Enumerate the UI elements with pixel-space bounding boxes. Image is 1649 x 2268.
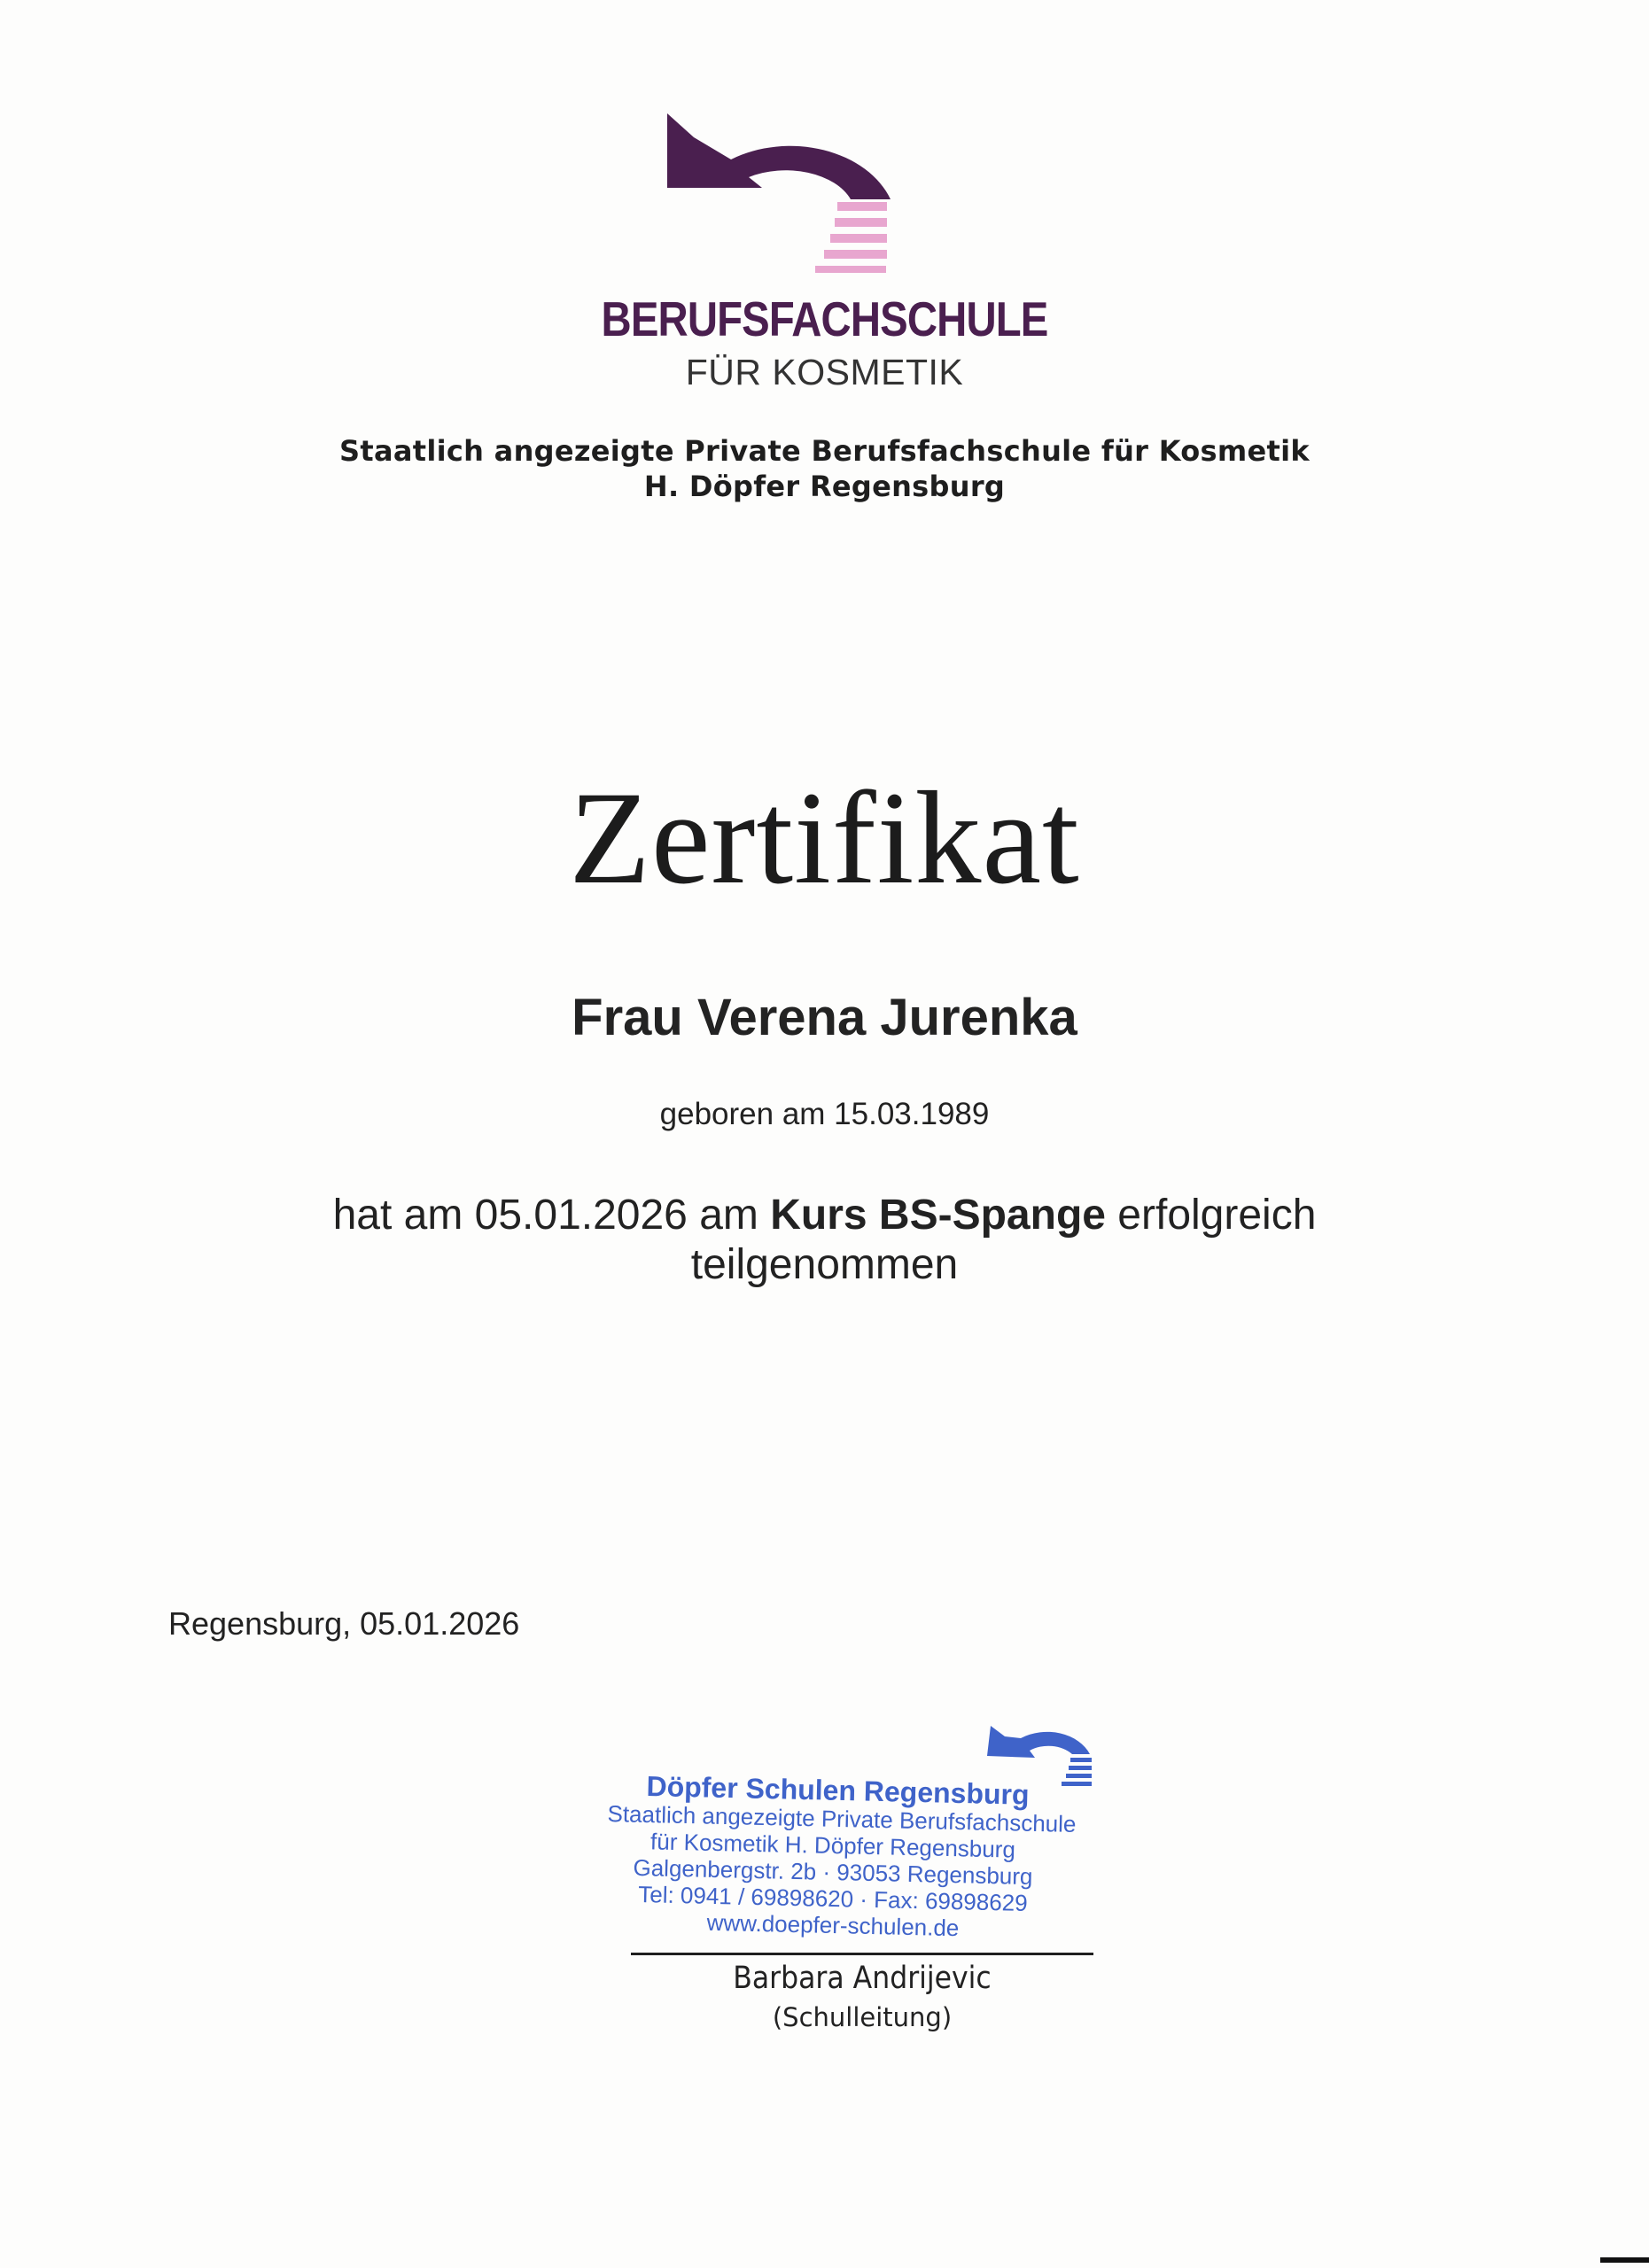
scan-edge-mark — [1600, 2257, 1649, 2263]
stamp-school-name: Döpfer Schulen Regensburg — [646, 1770, 1030, 1811]
signature-line — [631, 1953, 1093, 1955]
birth-date-line: geboren am 15.03.1989 — [659, 1097, 990, 1131]
course-prefix: hat am 05.01.2026 am — [332, 1192, 771, 1239]
school-name-line-2: H. Döpfer Regensburg — [643, 470, 1006, 503]
curved-arrow-logo-icon — [660, 89, 899, 279]
stamp-line-1: Staatlich angezeigte Private Berufsfachschule — [607, 1800, 1077, 1837]
school-name-line-1: Staatlich angezeigte Private Berufsfachschule für Kosmetik — [339, 434, 1310, 468]
course-suffix: erfolgreich — [1105, 1192, 1317, 1239]
certificate-title: Zertifikat — [569, 765, 1080, 912]
stamp-website: www.doepfer-schulen.de — [706, 1908, 960, 1942]
brand-title: BERUFSFACHSCHULE — [601, 291, 1048, 346]
course-name: Kurs BS-Spange — [770, 1192, 1106, 1239]
course-statement-line-1 — [0, 1191, 1649, 1239]
brand-subtitle: FÜR KOSMETIK — [685, 352, 964, 392]
place-and-date: Regensburg, 05.01.2026 — [168, 1605, 520, 1642]
signer-role: (Schulleitung) — [772, 2002, 953, 2032]
signer-name: Barbara Andrijevic — [733, 1961, 992, 1996]
recipient-name: Frau Verena Jurenka — [572, 989, 1077, 1046]
stamp-address: Galgenbergstr. 2b · 93053 Regensburg — [633, 1853, 1033, 1891]
school-stamp — [567, 1710, 1116, 1958]
stamp-phone-fax: Tel: 0941 / 69898620 · Fax: 69898629 — [637, 1881, 1029, 1916]
course-statement-line-2: teilgenommen — [690, 1241, 959, 1288]
stamp-line-2: für Kosmetik H. Döpfer Regensburg — [649, 1828, 1016, 1863]
